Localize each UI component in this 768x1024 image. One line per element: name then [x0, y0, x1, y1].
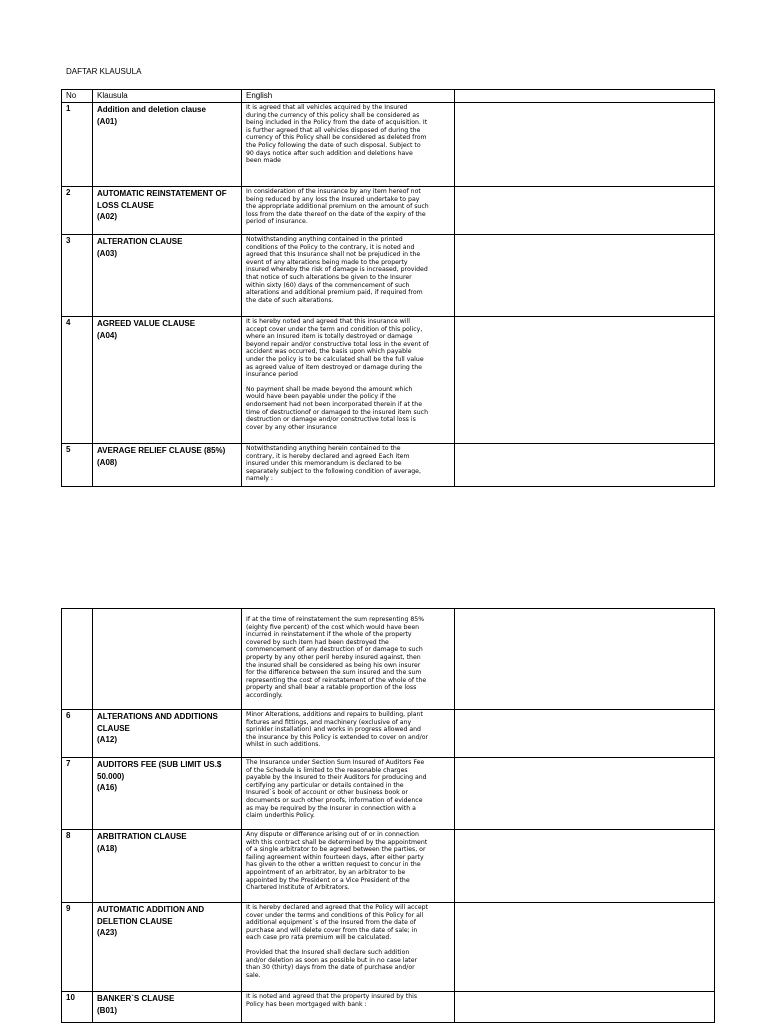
clause-row — [62, 903, 715, 992]
blank-cell — [455, 758, 715, 830]
clause-row — [62, 444, 715, 487]
blank-cell — [455, 710, 715, 758]
clause-number: 4 — [62, 317, 93, 444]
clause-name: AUTOMATIC ADDITION AND DELETION CLAUSE — [97, 905, 205, 926]
clause-table-continued — [61, 608, 715, 1023]
clause-english-paragraph: It is hereby declared and agreed that the Policy will accept cover under the terms and conditions of this Policy for all additional equipment`s of the Insured from the date of purchase and will delete cover from the date of sale; in each case pro rata premium will be calculated. — [246, 904, 428, 942]
clause-english-paragraph: Minor Alterations, additions and repairs to building, plant fixtures and fittings, and machinery (exclusive of any sprinkler installation) and works in progress allowed and the insurance by this Policy is extended to cover on and/or whilst in such additions. — [246, 711, 429, 749]
clause-english-paragraph: Any dispute or difference arising out of or in connection with this contract shall be determined by the appointment of a single arbitrator to be agreed between the parties, or failing agreement within fourteen days, after either party has given to the other a written request to concur in the appointment of an arbitrator, by an arbitrator to be appointed by the President or a Vice President of the Chartered Institute of Arbitrators. — [246, 831, 428, 892]
document-title: DAFTAR KLAUSULA — [66, 67, 142, 76]
clause-name-cell — [93, 103, 242, 187]
clause-english-text — [242, 758, 455, 830]
clause-name: AUDITORS FEE (SUB LIMIT US.$ 50.000) — [97, 760, 222, 781]
clause-english-text — [242, 903, 455, 992]
blank-cell — [455, 103, 715, 187]
continuation-row — [62, 609, 715, 710]
header-no: No — [62, 90, 93, 103]
clause-name-cell — [93, 903, 242, 992]
clause-english-paragraph: Notwithstanding anything herein contained to the contrary, it is hereby declared and agreed Each item insured under this memorandum is declared to be separately subject to the following condition of average, namely : — [246, 445, 421, 483]
clause-english-text — [242, 710, 455, 758]
clause-code: (A02) — [97, 212, 118, 221]
clause-number: 10 — [62, 992, 93, 1023]
clause-name-cell — [93, 992, 242, 1023]
clause-name-cell — [93, 235, 242, 317]
clause-row — [62, 103, 715, 187]
table-header-row — [62, 90, 715, 103]
clause-english-paragraph: Provided that the Insured shall declare such addition and/or deletion as soon as possible but in no case later than 30 (thirty) days from the date of purchase and/or sale. — [246, 948, 418, 979]
clause-name-cell — [93, 710, 242, 758]
clause-name: Addition and deletion clause — [97, 105, 206, 114]
clause-english-paragraph: In consideration of the insurance by any item hereof not being reduced by any loss the Insured undertake to pay the appropriate additional premium on the amount of such loss from the date thereof on the date of the expiry of the period of insurance. — [246, 188, 429, 226]
clause-code: (B01) — [97, 1005, 118, 1015]
clause-english-text — [242, 830, 455, 903]
clause-name-cell — [93, 758, 242, 830]
clause-code: (A18) — [97, 843, 118, 853]
clause-name: ALTERATIONS AND ADDITIONS CLAUSE — [97, 712, 218, 733]
clause-name: ALTERATION CLAUSE — [97, 237, 183, 246]
clause-number: 6 — [62, 710, 93, 758]
clause-row — [62, 187, 715, 235]
clause-english-text — [242, 317, 455, 444]
continuation-english-text — [242, 609, 455, 710]
clause-number: 7 — [62, 758, 93, 830]
clause-table — [61, 89, 715, 487]
clause-english-paragraph: The Insurance under Section Sum Insured of Auditors Fee of the Schedule is limited to the reasonable charges payable by the Insured to their Auditors for producing and certifying any particular or details contained in the Insured`s book of account or other business book or documents or such other proofs, information of evidence as may be required by the Insurer in connection with a claim underthis Policy. — [246, 759, 427, 820]
clause-code: (A03) — [97, 248, 118, 258]
clause-name: AVERAGE RELIEF CLAUSE (85%) — [97, 446, 226, 455]
clause-row — [62, 235, 715, 317]
clause-number: 5 — [62, 444, 93, 487]
clause-english-paragraph: It is agreed that all vehicles acquired by the Insured during the currency of this policy shall be considered as being included in the Policy from the date of acquisition. It is further agreed that all vehicles disposed of during the currency of this Policy shall be considered as deleted from the Policy following the date of such disposal. Subject to 90 days notice after such addition and deletions have been made — [246, 104, 428, 165]
clause-english-paragraph: No payment shall be made beyond the amount which would have been payable under the policy if the endorsement had not been incorporated therein if at the time of destructionof or damaged to the insured item such destruction or damage and/or constructive total loss is cover by any other insurance — [246, 385, 428, 431]
clause-row — [62, 758, 715, 830]
clause-code: (A08) — [97, 457, 118, 467]
clause-number: 9 — [62, 903, 93, 992]
clause-number: 1 — [62, 103, 93, 187]
blank-cell — [455, 903, 715, 992]
clause-number: 8 — [62, 830, 93, 903]
clause-english-text — [242, 187, 455, 235]
clause-code: (A04) — [97, 330, 118, 340]
clause-row — [62, 992, 715, 1023]
blank-cell — [455, 235, 715, 317]
clause-number: 3 — [62, 235, 93, 317]
clause-name: BANKER`S CLAUSE — [97, 994, 175, 1003]
clause-name-cell — [93, 830, 242, 903]
clause-name-cell — [93, 317, 242, 444]
clause-row — [62, 317, 715, 444]
clause-name-cell — [93, 187, 242, 235]
clause-english-paragraph: It is noted and agreed that the property insured by this Policy has been mortgaged with bank : — [246, 993, 418, 1008]
clause-english-text — [242, 103, 455, 187]
header-blank — [455, 90, 715, 103]
clause-code: (A12) — [97, 735, 118, 744]
clause-code: (A16) — [97, 783, 118, 792]
blank-cell — [455, 317, 715, 444]
clause-english-text — [242, 992, 455, 1023]
clause-code: (A01) — [97, 116, 118, 126]
clause-english-text — [242, 444, 455, 487]
blank-cell — [455, 444, 715, 487]
clause-row — [62, 830, 715, 903]
clause-english-text — [242, 235, 455, 317]
clause-english-paragraph: Notwithstanding anything contained in the printed conditions of the Policy to the contrary, it is noted and agreed that this Insurance shall not be prejudiced in the event of any alterations being made to the property insured whereby the risk of damage is increased, provided that notice of such alterations be given to the Insurer within sixty (60) days of the commencement of such alterations and additional premium paid, if required from the date of such alterations. — [246, 236, 428, 304]
clause-name: ARBITRATION CLAUSE — [97, 832, 187, 841]
clause-row — [62, 710, 715, 758]
clause-name-cell — [93, 444, 242, 487]
clause-english-paragraph: It is hereby noted and agreed that this insurance will accept cover under the term and condition of this policy, where an Insured item is totally destroyed or damage beyond repair and/or constructive total loss in the event of accident was occurred, the basis upon which payable under the policy is to be calculated shall be the full value as agreed value of item destroyed or damage during the insurance period — [246, 318, 429, 379]
clause-english-paragraph: If at the time of reinstatement the sum representing 85% (eighty five percent) of the cost which would have been incurred in reinstatement if the whole of the property covered by such item had been destroyed the commencement of any destruction of or damage to such property by any other peril hereby insured against, then the insured shall be considered as being his own insurer for the difference between the sum insured and the sum representing the cost of reinstatement of the whole of the property and shall bear a ratable proportion of the loss accordingly. — [246, 616, 427, 699]
blank-cell — [455, 992, 715, 1023]
blank-cell — [455, 830, 715, 903]
blank-cell — [455, 187, 715, 235]
clause-code: (A23) — [97, 928, 118, 937]
clause-name: AUTOMATIC REINSTATEMENT OF LOSS CLAUSE — [97, 189, 227, 210]
clause-name: AGREED VALUE CLAUSE — [97, 319, 196, 328]
clause-number: 2 — [62, 187, 93, 235]
header-klausula: Klausula — [93, 90, 242, 103]
header-english: English — [242, 90, 455, 103]
